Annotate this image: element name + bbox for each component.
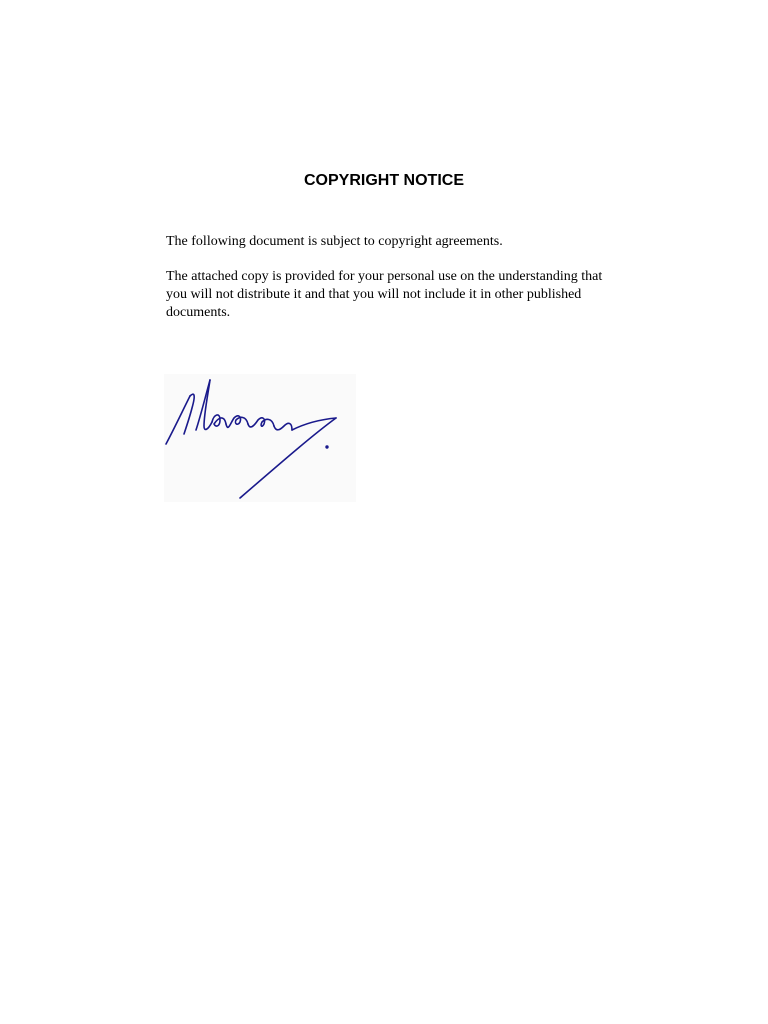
handwritten-signature [164,374,356,502]
paragraph-copyright-subject: The following document is subject to copyright agreements. [166,234,503,249]
paragraph-personal-use: The attached copy is provided for your personal use on the understanding that you will not distribute it and that you will not include it in other published documents. [166,269,603,320]
page-title: COPYRIGHT NOTICE [303,172,464,189]
signature-image [164,374,356,502]
